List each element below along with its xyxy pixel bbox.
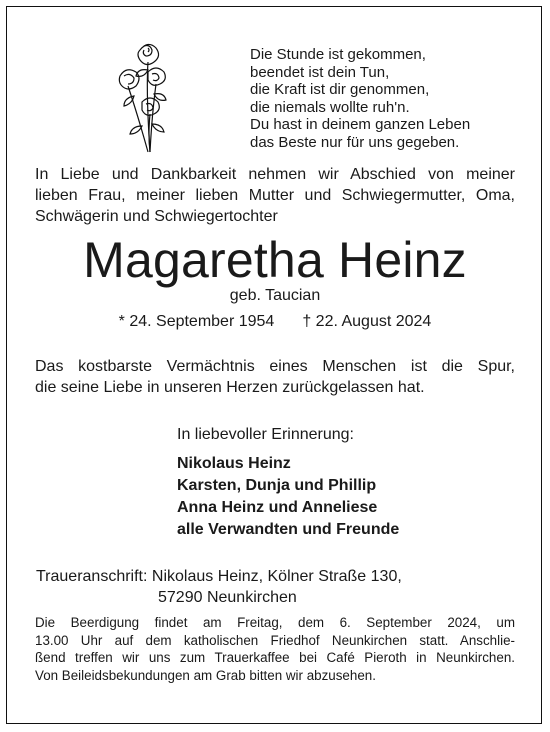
legacy-quote bbox=[35, 356, 515, 398]
funeral-line: Die Beerdigung findet am Freitag, dem 6. September 2024, um bbox=[35, 615, 515, 630]
intro-line: Schwägerin und Schwiegertochter bbox=[35, 208, 278, 225]
mourner-name: alle Verwandten und Freunde bbox=[177, 521, 400, 538]
poem-line: die niemals wollte ruh'n. bbox=[250, 98, 410, 116]
funeral-line: ßend treffen wir uns zum Trauerkaffee bei Café Pieroth in Neunkirchen. bbox=[35, 650, 515, 665]
address-line: 57290 Neunkirchen bbox=[158, 589, 297, 606]
intro-line: In Liebe und Dankbarkeit nehmen wir Abschied von meiner bbox=[35, 166, 515, 183]
funeral-line: Von Beileidsbekundungen am Grab bitten wir abzusehen. bbox=[35, 667, 376, 683]
mourner-name: Nikolaus Heinz bbox=[177, 455, 291, 472]
poem-line: die Kraft ist dir genommen, bbox=[250, 81, 430, 99]
mourning-address bbox=[36, 566, 402, 608]
poem bbox=[250, 46, 470, 152]
mourner-name: Karsten, Dunja und Phillip bbox=[177, 477, 377, 494]
life-dates bbox=[0, 313, 550, 331]
poem-line: das Beste nur für uns gegeben. bbox=[250, 133, 460, 151]
memory-intro: In liebevoller Erinnerung: bbox=[177, 426, 354, 443]
poem-line: Die Stunde ist gekommen, bbox=[250, 46, 426, 63]
legacy-line: Das kostbarste Vermächtnis eines Menschen ist die Spur, bbox=[35, 358, 515, 375]
intro-line: lieben Frau, meiner lieben Mutter und Schwiegermutter, Oma, bbox=[35, 187, 515, 204]
legacy-line: die seine Liebe in unseren Herzen zurückgelassen hat. bbox=[35, 379, 425, 396]
address-line: Traueranschrift: Nikolaus Heinz, Kölner Straße 130, bbox=[36, 568, 402, 585]
mourner-name: Anna Heinz und Anneliese bbox=[177, 499, 378, 516]
death-date: † 22. August 2024 bbox=[302, 313, 432, 330]
maiden-name: geb. Taucian bbox=[229, 287, 321, 304]
birth-date: * 24. September 1954 bbox=[118, 313, 275, 330]
poem-line: beendet ist dein Tun, bbox=[250, 63, 390, 81]
poem-line: Du hast in deinem ganzen Leben bbox=[250, 116, 471, 134]
deceased-name: Magaretha Heinz bbox=[83, 232, 467, 288]
farewell-intro bbox=[35, 164, 515, 227]
rose-icon bbox=[112, 36, 182, 156]
mourner-list bbox=[177, 453, 399, 541]
funeral-line: 13.00 Uhr auf dem katholischen Friedhof Neunkirchen statt. Anschlie- bbox=[35, 632, 515, 648]
funeral-notice bbox=[35, 614, 515, 684]
